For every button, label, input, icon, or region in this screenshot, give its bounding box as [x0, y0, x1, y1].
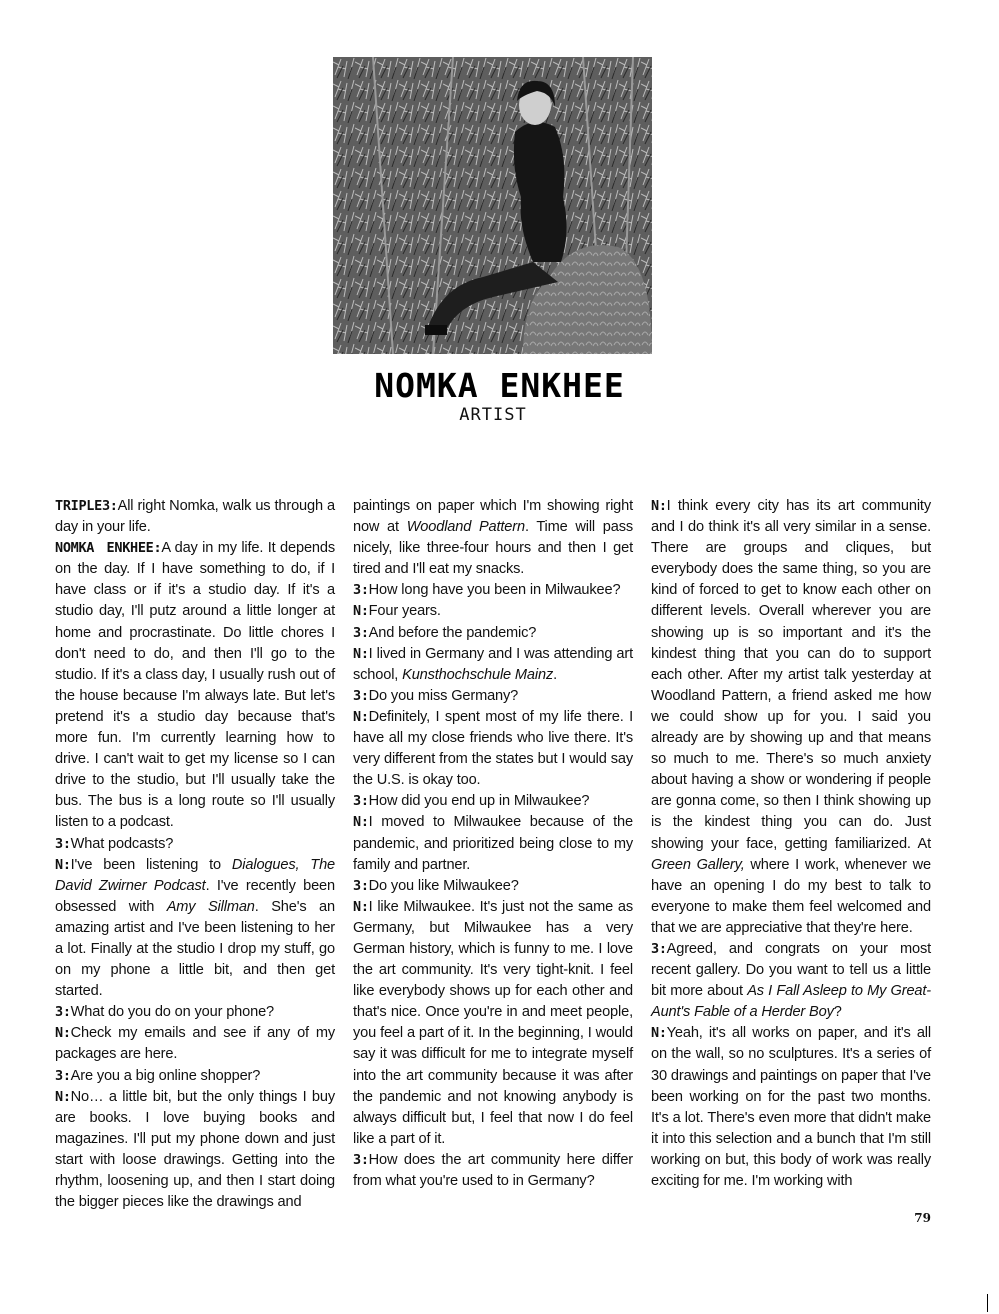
interview-paragraph — [55, 1002, 335, 1023]
italic-title: Kunsthochschule Mainz — [402, 666, 554, 683]
paragraph-text: where I work, whenever we have an opening I do my best to talk to everyone to make them feel welcomed and that we are appreciative that they're here. — [651, 856, 931, 936]
speaker-label: N: — [55, 1025, 71, 1042]
interview-paragraph — [353, 707, 633, 791]
speaker-label: 3: — [353, 1151, 369, 1168]
paragraph-text: I've been listening to — [70, 856, 232, 873]
interview-paragraph — [353, 686, 633, 707]
text-column-1 — [55, 496, 335, 1213]
paragraph-text: Are you a big online shopper? — [70, 1067, 261, 1084]
paragraph-text: Do you miss Germany? — [368, 687, 519, 704]
interview-paragraph — [353, 601, 633, 622]
paragraph-text: Four years. — [368, 603, 441, 620]
italic-title: Woodland Pattern — [406, 519, 525, 536]
italic-title: Amy Sillman — [166, 898, 255, 915]
interviewee-role: ARTIST — [459, 405, 527, 425]
paragraph-text: How long have you been in Milwaukee? — [368, 582, 621, 599]
edge-mark — [987, 1294, 988, 1312]
paragraph-text: I think every city has its art community and I do think it's all very similar in a sense. There are groups and cliques, but everybody does the same thing, so you are kind of forced to get to know each other on different levels. Overall wherever you are showing up is so important and it's the kindest thing that you can do to support each other. After my artist talk yesterday at Woodland Pattern, a friend asked me how we could show up for you. I said you already are by showing up and that means so much to me. There's so much anxiety about having a show or wondering if people are gonna come, so then I think showing up is the kindest thing you can do. Just showing your face, getting familiarized. At — [651, 498, 931, 852]
interview-paragraph — [55, 1023, 335, 1065]
speaker-label: 3: — [55, 835, 71, 852]
portrait-photo — [333, 57, 652, 354]
paragraph-text: paintings on paper which I'm showing right now at — [353, 498, 633, 536]
interview-paragraph — [55, 855, 335, 1003]
paragraph-text: No… a little bit, but the only things I buy are books. I love buying books and magazines. I'll put my phone down and just start with loose drawings. Getting into the rhythm, loosening up, and then I start doing the bigger pieces like the drawings and — [55, 1088, 335, 1211]
speaker-label: 3: — [651, 940, 667, 957]
speaker-label: N: — [651, 498, 667, 514]
speaker-label: 3: — [55, 1067, 71, 1084]
interview-paragraph — [353, 897, 633, 1150]
paragraph-text: I like Milwaukee. It's just not the same as Germany, but Milwaukee has a very German history, which is funny to me. I love the art community. It's very tight-knit. I feel like everybody shows up for each other and that's nice. Once you're in and meet people, you feel a part of it. In the beginning, I would say it was difficult for me to integrate myself into the art community because it was after the pandemic and not knowing anybody is always difficult but, I feel that now I do feel like a part of it. — [353, 898, 633, 1147]
paragraph-text: All right Nomka, walk us through a day in your life. — [55, 498, 335, 536]
speaker-label: N: — [353, 898, 369, 915]
speaker-label: 3: — [353, 793, 369, 810]
speaker-label: NOMKA ENKHEE: — [55, 540, 162, 557]
paragraph-text: . Time will pass nicely, like three-four hours and then I get tired and I'll eat my snacks. — [353, 519, 633, 578]
paragraph-text: What podcasts? — [70, 835, 174, 852]
paragraph-text: Yeah, it's all works on paper, and it's all on the wall, so no sculptures. It's a series of 30 drawings and paintings on paper that I've been working on for the past two months. It's a lot. There's even more that didn't make it into this selection and a bunch that I'm still working on but, this body of work was really exciting for me. I'm working with — [651, 1025, 931, 1189]
paragraph-text: . I've recently been obsessed with — [55, 877, 335, 915]
paragraph-text: Check my emails and see if any of my packages are here. — [55, 1025, 335, 1063]
italic-title: Green Gallery, — [651, 856, 745, 873]
speaker-label: 3: — [353, 877, 369, 894]
interview-paragraph — [55, 1087, 335, 1214]
paragraph-text: A day in my life. It depends on the day. If I have something to do, if I have class or if it's a studio day. If it's a studio day, I'll putz around a little longer at home and procrastinate. Do little chores I don't need to do, and then I'll go to the studio. If it's a class day, I usually rush out of the house because I'm always late. But let's pretend it's a studio day because that's more fun. I'm currently learning how to drive. I can't wait to get my license so I can drive to the studio, but I'll usually take the bus. The bus is a long route so I'll usually listen to a podcast. — [55, 540, 335, 831]
paragraph-text: . — [553, 666, 557, 683]
page-number: 79 — [914, 1211, 931, 1225]
interview-paragraph — [55, 834, 335, 855]
speaker-label: 3: — [353, 582, 369, 599]
text-column-2 — [353, 496, 633, 1192]
speaker-label: N: — [353, 603, 369, 620]
interview-paragraph — [353, 580, 633, 601]
text-column-3 — [651, 496, 931, 1192]
speaker-label: 3: — [353, 687, 369, 704]
portrait-photo-graphic — [333, 57, 652, 354]
interview-paragraph — [353, 623, 633, 644]
paragraph-text: Do you like Milwaukee? — [368, 877, 519, 894]
interview-paragraph — [353, 496, 633, 580]
paragraph-text: . She's an amazing artist and I've been listening to her a lot. Finally at the studio I drop my stuff, go on my phone a little bit, and then get started. — [55, 898, 335, 1000]
italic-title: As I Fall Asleep to My Great-Aunt's Fable of a Herder Boy — [651, 983, 931, 1021]
paragraph-text: And before the pandemic? — [368, 624, 537, 641]
paragraph-text: What do you do on your phone? — [70, 1004, 275, 1021]
interview-paragraph — [55, 1066, 335, 1087]
paragraph-text: Agreed, and congrats on your most recent gallery. Do you want to tell us a little bit more about — [651, 940, 931, 1000]
speaker-label: N: — [353, 708, 369, 725]
italic-title: Dialogues, The David Zwirner Podcast — [55, 856, 335, 894]
speaker-label: N: — [651, 1025, 667, 1042]
speaker-label: 3: — [55, 1004, 71, 1021]
paragraph-text: I moved to Milwaukee because of the pandemic, and prioritized being close to my family and partner. — [353, 814, 633, 873]
speaker-label: N: — [353, 645, 369, 662]
speaker-label: N: — [55, 1088, 71, 1105]
interview-paragraph — [353, 644, 633, 686]
paragraph-text: How does the art community here differ from what you're used to in Germany? — [353, 1151, 633, 1189]
interview-paragraph — [353, 876, 633, 897]
interview-paragraph — [353, 791, 633, 812]
paragraph-text: I lived in Germany and I was attending art school, — [353, 645, 633, 683]
speaker-label: 3: — [353, 624, 369, 641]
paragraph-text: How did you end up in Milwaukee? — [368, 793, 590, 810]
paragraph-text: Definitely, I spent most of my life there. I have all my close friends who live there. It's very different from the states but I would say the U.S. is okay too. — [353, 708, 633, 789]
paragraph-text: ? — [833, 1004, 842, 1021]
speaker-label: N: — [55, 856, 71, 873]
interview-paragraph — [651, 496, 931, 939]
speaker-label: N: — [353, 814, 369, 831]
interview-paragraph — [651, 939, 931, 1023]
interviewee-name: NOMKA ENKHEE — [374, 366, 625, 405]
interview-paragraph — [353, 1150, 633, 1192]
interview-paragraph — [55, 496, 335, 538]
interview-paragraph — [651, 1023, 931, 1192]
speaker-label: TRIPLE3: — [55, 498, 118, 514]
interview-paragraph — [55, 538, 335, 833]
interview-paragraph — [353, 812, 633, 875]
